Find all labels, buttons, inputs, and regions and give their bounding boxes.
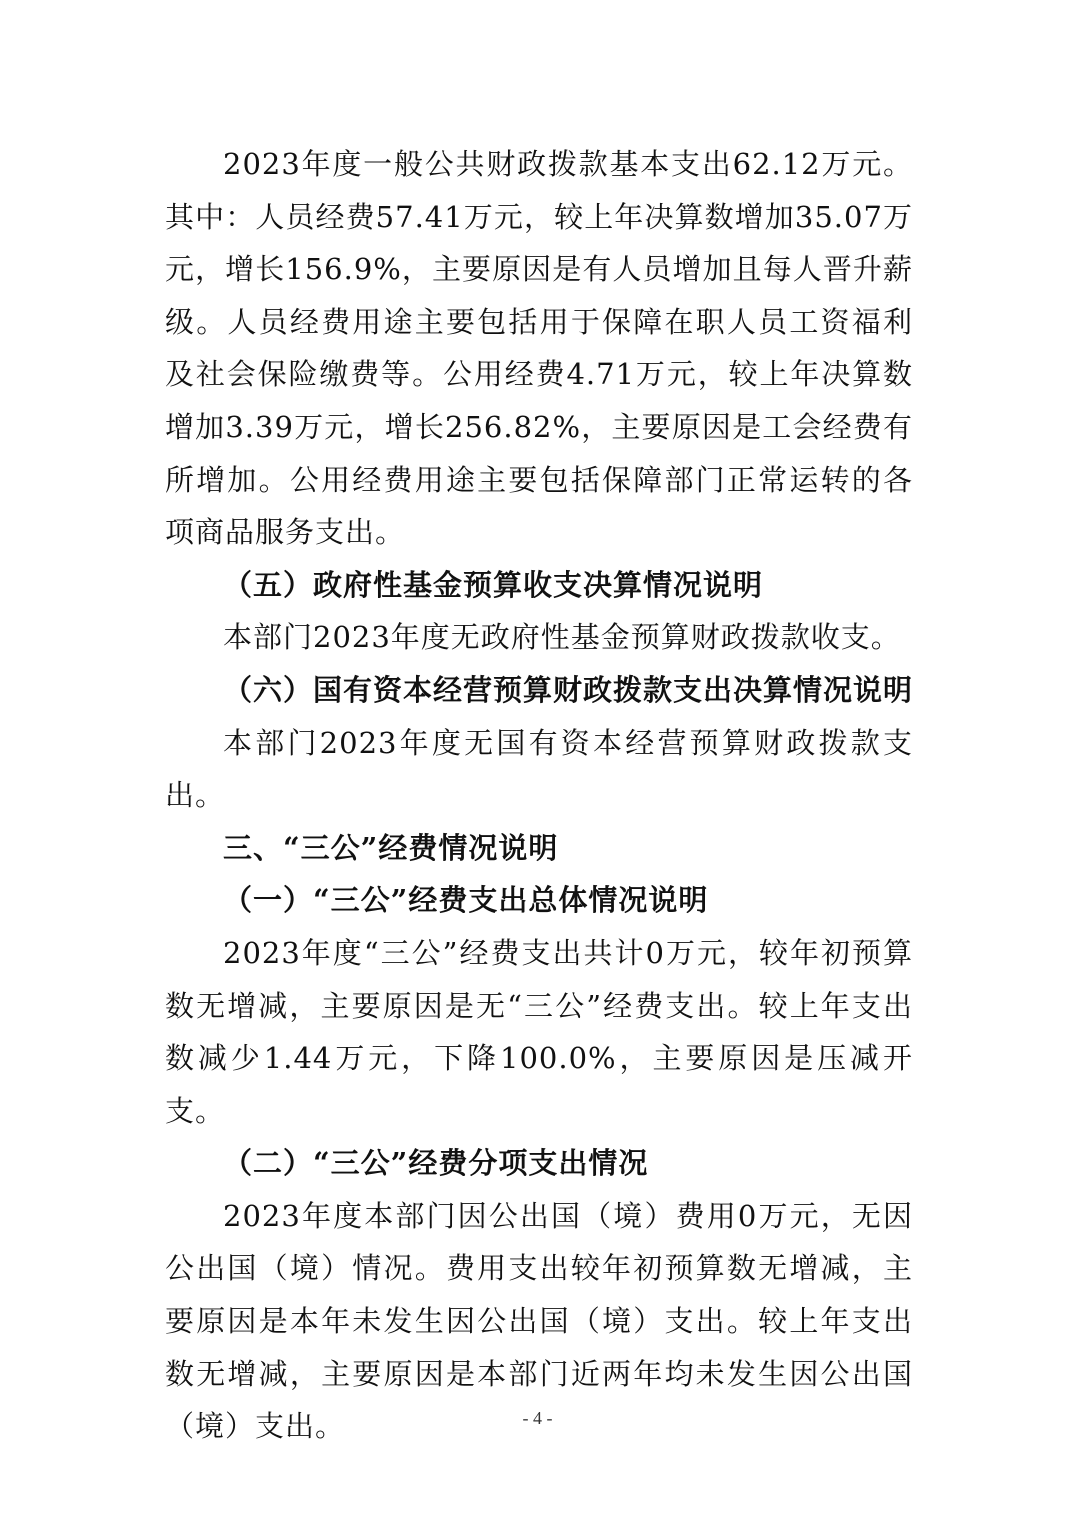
- overseas-expenditure-paragraph: 2023年度本部门因公出国（境）费用0万元，无因公出国（境）情况。费用支出较年初预算数无增减，主要原因是本年未发生因公出国（境）支出。较上年支出数无增减，主要原因是本部门近两年均未发生因公出国（境）支出。: [165, 1198, 913, 1444]
- document-body: [165, 138, 913, 1453]
- section-heading-fund-budget: （五）政府性基金预算收支决算情况说明: [223, 567, 764, 602]
- basic-expenditure-paragraph: 2023年度一般公共财政拨款基本支出62.12万元。其中：人员经费57.41万元，较上年决算数增加35.07万元，增长156.9%，主要原因是有人员增加且每人晋升薪级。人员经费用途主要包括用于保障在职人员工资福利及社会保险缴费等。公用经费4.71万元，较上年决算数增加3.39万元，增长256.82%，主要原因是工会经费有所增加。公用经费用途主要包括保障部门正常运转的各项商品服务支出。: [165, 147, 913, 550]
- subsection-heading-itemized: （二）“三公”经费分项支出情况: [223, 1146, 649, 1181]
- fund-budget-paragraph: 本部门2023年度无政府性基金预算财政拨款收支。: [223, 620, 901, 655]
- page-number: - 4 -: [522, 1408, 553, 1428]
- section-heading-three-public: 三、“三公”经费情况说明: [223, 830, 559, 865]
- three-public-overall-paragraph: 2023年度“三公”经费支出共计0万元，较年初预算数无增减，主要原因是无“三公”经费支出。较上年支出数减少1.44万元，下降100.0%，主要原因是压减开支。: [165, 935, 913, 1128]
- section-heading-state-capital: （六）国有资本经营预算财政拨款支出决算情况说明: [223, 672, 914, 707]
- subsection-heading-overall: （一）“三公”经费支出总体情况说明: [223, 883, 709, 918]
- state-capital-paragraph: 本部门2023年度无国有资本经营预算财政拨款支出。: [165, 725, 913, 813]
